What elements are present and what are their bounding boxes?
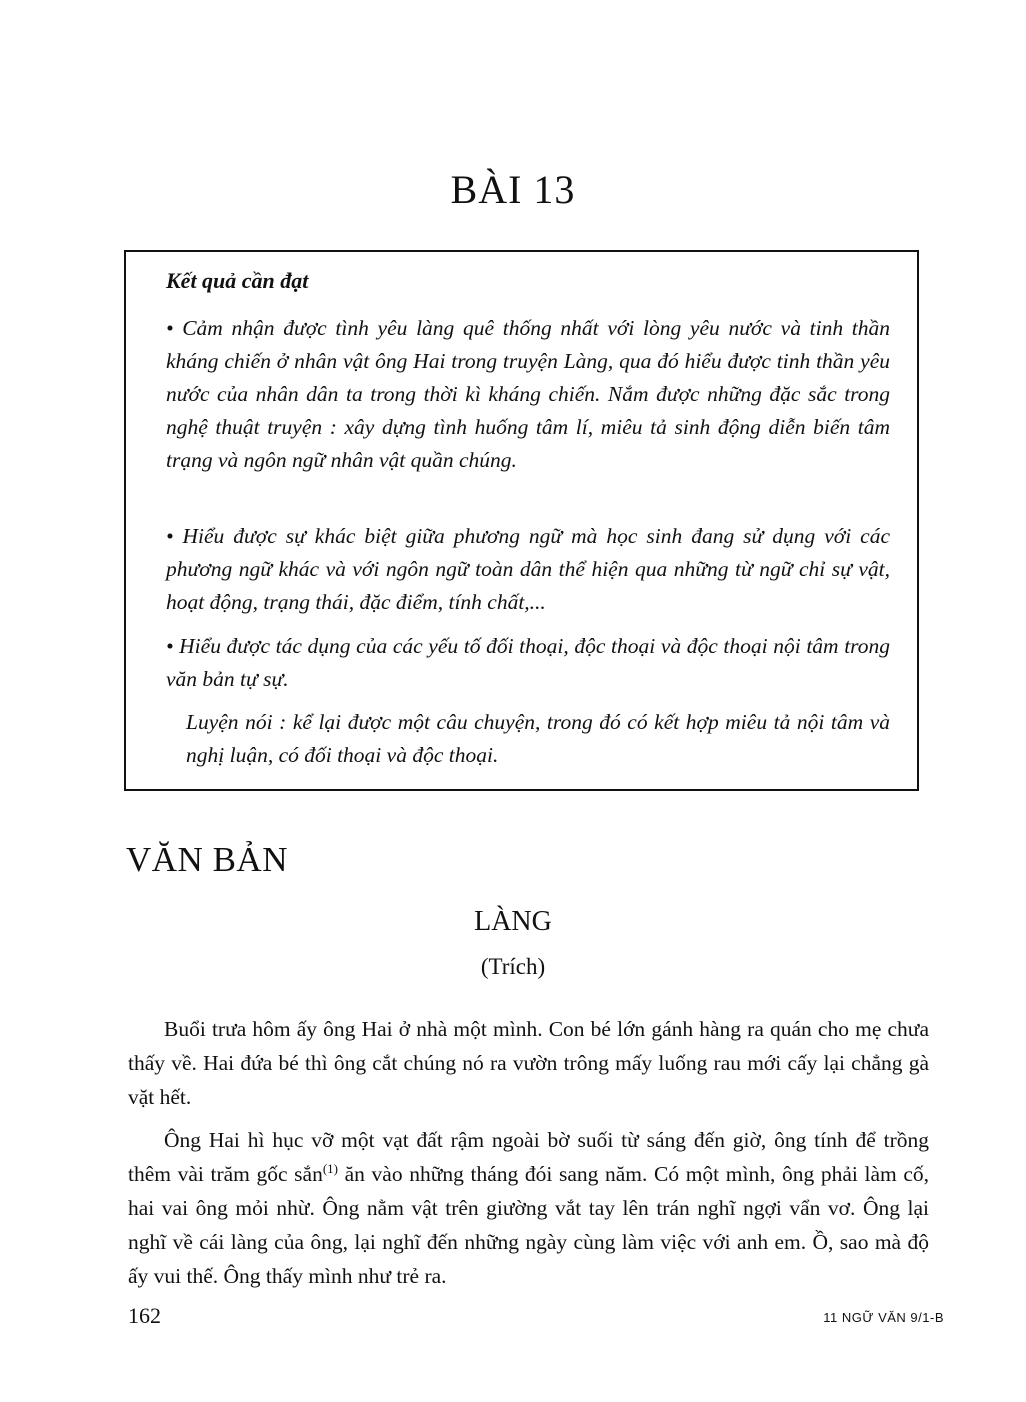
story-paragraph: Buổi trưa hôm ấy ông Hai ở nhà một mình. Con bé lớn gánh hàng ra quán cho mẹ chưa thấy về. Hai đứa bé thì ông cắt chúng nó ra vườn trông mấy luống rau mới cấy lại chẳng gà vặt hết. — [128, 1017, 929, 1109]
lesson-title: BÀI 13 — [450, 167, 576, 212]
paragraph-text: Ông Hai hì hục vỡ một vạt đất rậm ngoài bờ suối từ sáng đến giờ, ông tính để trồng thêm vài trăm gốc sắn — [128, 1128, 929, 1186]
book-code: 11 NGỮ VĂN 9/1-B — [823, 1310, 944, 1325]
story-title: LÀNG — [474, 906, 552, 937]
story-paragraph — [128, 1123, 929, 1293]
learning-goal-speaking: Luyện nói : kể lại được một câu chuyện, trong đó có kết hợp miêu tả nội tâm và nghị luận, có đối thoại và độc thoại. — [186, 710, 890, 767]
section-title: VĂN BẢN — [126, 840, 288, 879]
learning-goal-item: • Hiểu được sự khác biệt giữa phương ngữ mà học sinh đang sử dụng với các phương ngữ khác và với ngôn ngữ toàn dân thể hiện qua những từ ngữ chỉ sự vật, hoạt động, trạng thái, đặc điểm, tính chất,... — [166, 524, 890, 614]
footnote-marker: (1) — [322, 1160, 339, 1176]
paragraph-text: ăn vào những tháng đói sang năm. Có một mình, ông phải làm cố, hai vai ông mỏi nhừ. Ông nằm vật trên giường vắt tay lên trán nghĩ ngợi vẩn vơ. Ông lại nghĩ về cái làng của ông, lại nghĩ đến những ngày cùng làm việc với anh em. Ồ, sao mà độ ấy vui thế. Ông thấy mình như trẻ ra. — [128, 1162, 930, 1288]
learning-goal-item: • Cảm nhận được tình yêu làng quê thống nhất với lòng yêu nước và tinh thần kháng chiến ở nhân vật ông Hai trong truyện Làng, qua đó hiểu được tinh thần yêu nước của nhân dân ta trong thời kì kháng chiến. Nắm được những đặc sắc trong nghệ thuật truyện : xây dựng tình huống tâm lí, miêu tả sinh động diễn biến tâm trạng và ngôn ngữ nhân vật quần chúng. — [166, 316, 890, 472]
learning-goal-item: • Hiểu được tác dụng của các yếu tố đối thoại, độc thoại và độc thoại nội tâm trong văn bản tự sự. — [166, 634, 890, 691]
learning-goals-heading: Kết quả cần đạt — [166, 268, 309, 293]
page-number: 162 — [128, 1303, 161, 1328]
story-subtitle: (Trích) — [480, 954, 546, 979]
